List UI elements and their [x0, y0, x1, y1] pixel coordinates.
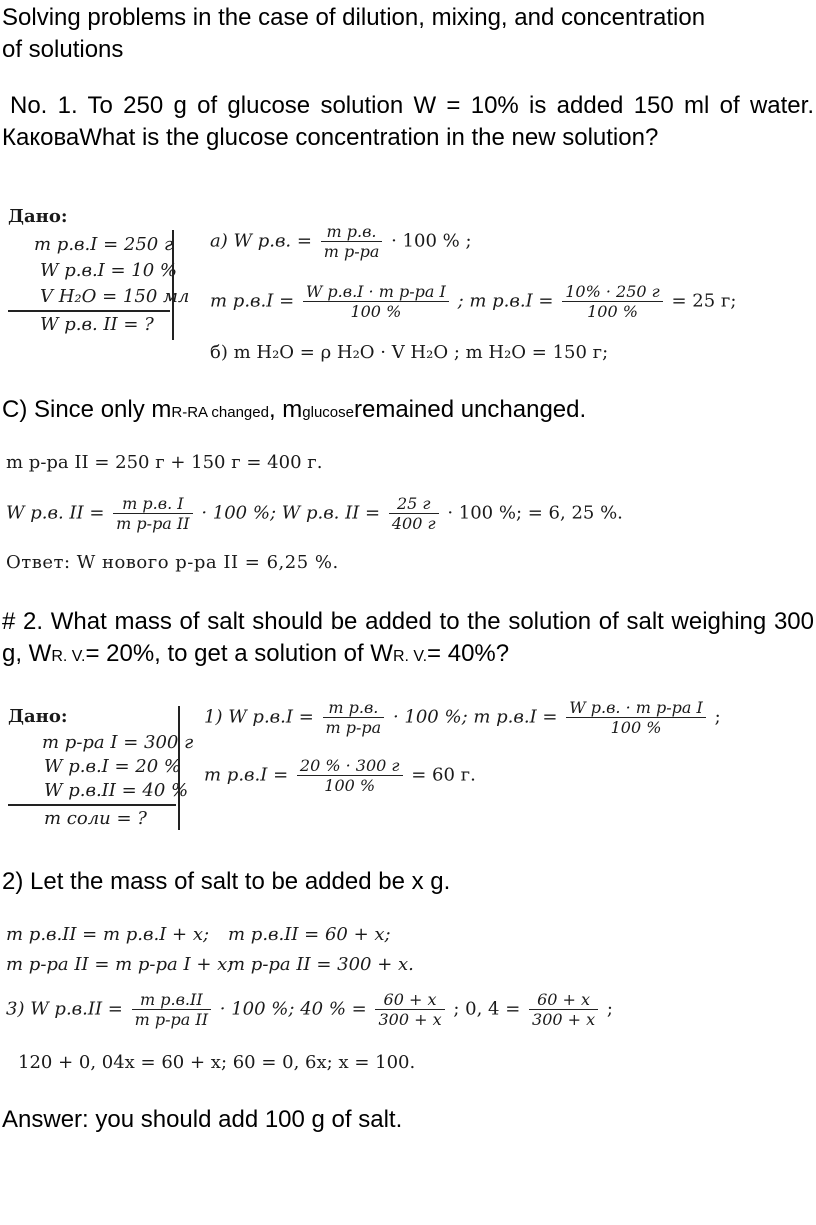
fraction	[562, 282, 663, 321]
problem2-step-2: 2) Let the mass of salt to be added be x g.	[2, 868, 451, 895]
sol3-tail: ;	[606, 998, 613, 1020]
problem1-given-3: V H₂O = 150 мл	[40, 286, 190, 307]
problem2-final-eq: 120 + 0, 04x = 60 + x; 60 = 0, 6x; x = 100.	[18, 1052, 416, 1073]
problem1-answer: Ответ: W нового р-ра II = 6,25 %.	[6, 552, 339, 573]
fraction-numerator: 20 % · 300 г	[297, 756, 403, 776]
calc2-tail: · 100 %; = 6, 25 %.	[447, 502, 623, 524]
problem2-text: # 2. What mass of salt should be added to the solution of salt weighing 300 g, W	[2, 608, 814, 667]
step-c-sub1: R-RA changed	[171, 404, 269, 421]
sol2-tail: = 60 г.	[411, 764, 476, 786]
fraction-denominator: m р-ра II	[134, 1010, 209, 1029]
sol1-tail: ;	[714, 706, 721, 728]
fraction-numerator: 60 + x	[529, 990, 598, 1010]
problem1-given-1: m р.в.I = 250 г	[34, 234, 174, 255]
fraction	[566, 698, 706, 737]
step-c-mid: , m	[268, 396, 303, 423]
sol3-mid: · 100 %; 40 % =	[219, 998, 367, 1020]
problem2-given-2: W р.в.I = 20 %	[44, 756, 182, 777]
fraction	[132, 990, 211, 1029]
fraction-denominator: 100 %	[587, 302, 638, 321]
fraction-numerator: m р.в.	[321, 222, 383, 242]
problem2-text-end: = 40%?	[427, 640, 510, 667]
fraction-numerator: W р.в.I · m р-ра I	[303, 282, 449, 302]
formula-a1-tail: · 100 % ;	[391, 230, 472, 252]
problem2-statement	[2, 606, 814, 673]
problem2-text-mid: = 20%, to get a solution of W	[85, 640, 393, 667]
calc2-lhs: W р.в. II =	[6, 502, 105, 524]
problem2-eq2a: m р-ра II = m р-ра I + x;	[6, 954, 234, 975]
fraction-numerator: m р.в.	[323, 698, 385, 718]
problem1-given-divider	[172, 230, 174, 340]
formula-a1-lhs: а) W р.в. =	[210, 230, 312, 252]
sol1-mid: · 100 %; m р.в.I =	[392, 706, 558, 728]
fraction	[389, 494, 439, 533]
problem2-formula-3	[6, 990, 613, 1029]
sol2-lhs: m р.в.I =	[204, 764, 289, 786]
problem1-find: W р.в. II = ?	[40, 314, 154, 335]
fraction-numerator: 60 + x	[375, 990, 444, 1010]
problem1-calc2	[6, 494, 623, 533]
step-c-suffix: remained unchanged.	[353, 396, 587, 423]
step-c-prefix: C) Since only m	[2, 396, 172, 423]
fraction-numerator: W р.в. · m р-ра I	[566, 698, 706, 718]
fraction	[113, 494, 192, 533]
page-title-line2: of solutions	[2, 36, 124, 63]
problem1-formula-b: б) m H₂O = ρ H₂O · V H₂O ; m H₂O = 150 г;	[210, 342, 609, 363]
formula-a2-lhs: m р.в.I =	[210, 290, 295, 312]
fraction-denominator: m р-ра II	[116, 514, 190, 533]
problem2-eq1b: m р.в.II = 60 + x;	[228, 924, 391, 945]
problem1-formula-a1	[210, 222, 472, 261]
sol3-lhs: 3) W р.в.II =	[6, 998, 123, 1020]
problem2-given-title: Дано:	[8, 706, 68, 727]
fraction	[323, 698, 385, 737]
problem2-find: m соли = ?	[44, 808, 147, 829]
formula-a2-tail: = 25 г;	[671, 290, 737, 312]
formula-a2-mid: ; m р.в.I =	[457, 290, 554, 312]
fraction	[321, 222, 383, 261]
problem1-step-c	[2, 394, 814, 429]
fraction-numerator: 10% · 250 г	[562, 282, 663, 302]
problem2-sub2: R. V.	[392, 648, 428, 665]
problem2-formula-2	[204, 756, 476, 795]
problem1-given-underline	[8, 310, 170, 312]
problem2-answer: Answer: you should add 100 g of salt.	[2, 1106, 403, 1133]
problem1-given-title: Дано:	[8, 206, 68, 227]
problem2-given-1: m р-ра I = 300 г	[42, 732, 194, 753]
problem1-given-2: W р.в.I = 10 %	[40, 260, 178, 281]
fraction	[303, 282, 449, 321]
problem1-statement: No. 1. To 250 g of glucose solution W = 10% is added 150 ml of water. КаковаWhat is the glucose concentration in the new solution?	[2, 92, 814, 151]
problem1-calc1: m р-ра II = 250 г + 150 г = 400 г.	[6, 452, 323, 473]
fraction-denominator: 300 + x	[532, 1010, 596, 1029]
problem2-given-3: W р.в.II = 40 %	[44, 780, 189, 801]
problem2-eq1a: m р.в.II = m р.в.I + x;	[6, 924, 210, 945]
fraction-denominator: m р-ра	[325, 718, 382, 737]
page-title	[2, 2, 814, 66]
sol3-mid2: ; 0, 4 =	[453, 998, 521, 1020]
fraction-numerator: m р.в. I	[113, 494, 192, 514]
fraction	[529, 990, 598, 1029]
problem2-given-underline	[8, 804, 176, 806]
step-c-sub2: glucose	[302, 404, 354, 421]
fraction	[375, 990, 444, 1029]
problem1-formula-a2	[210, 282, 736, 321]
problem2-sub1: R. V.	[51, 648, 86, 665]
fraction-numerator: 25 г	[389, 494, 439, 514]
fraction-denominator: 300 + x	[378, 1010, 442, 1029]
fraction-denominator: m р-ра	[323, 242, 380, 261]
sol1-lhs: 1) W р.в.I =	[204, 706, 314, 728]
fraction-denominator: 100 %	[610, 718, 662, 737]
problem2-eq2b: m р-ра II = 300 + x.	[228, 954, 414, 975]
fraction-denominator: 100 %	[324, 776, 376, 795]
fraction	[297, 756, 403, 795]
problem2-formula-1	[204, 698, 721, 737]
fraction-denominator: 400 г	[391, 514, 436, 533]
calc2-mid: · 100 %; W р.в. II =	[201, 502, 381, 524]
page-title-line1: Solving problems in the case of dilution, mixing, and concentration	[2, 4, 706, 31]
fraction-numerator: m р.в.II	[132, 990, 211, 1010]
problem2-given-divider	[178, 706, 180, 830]
fraction-denominator: 100 %	[350, 302, 402, 321]
